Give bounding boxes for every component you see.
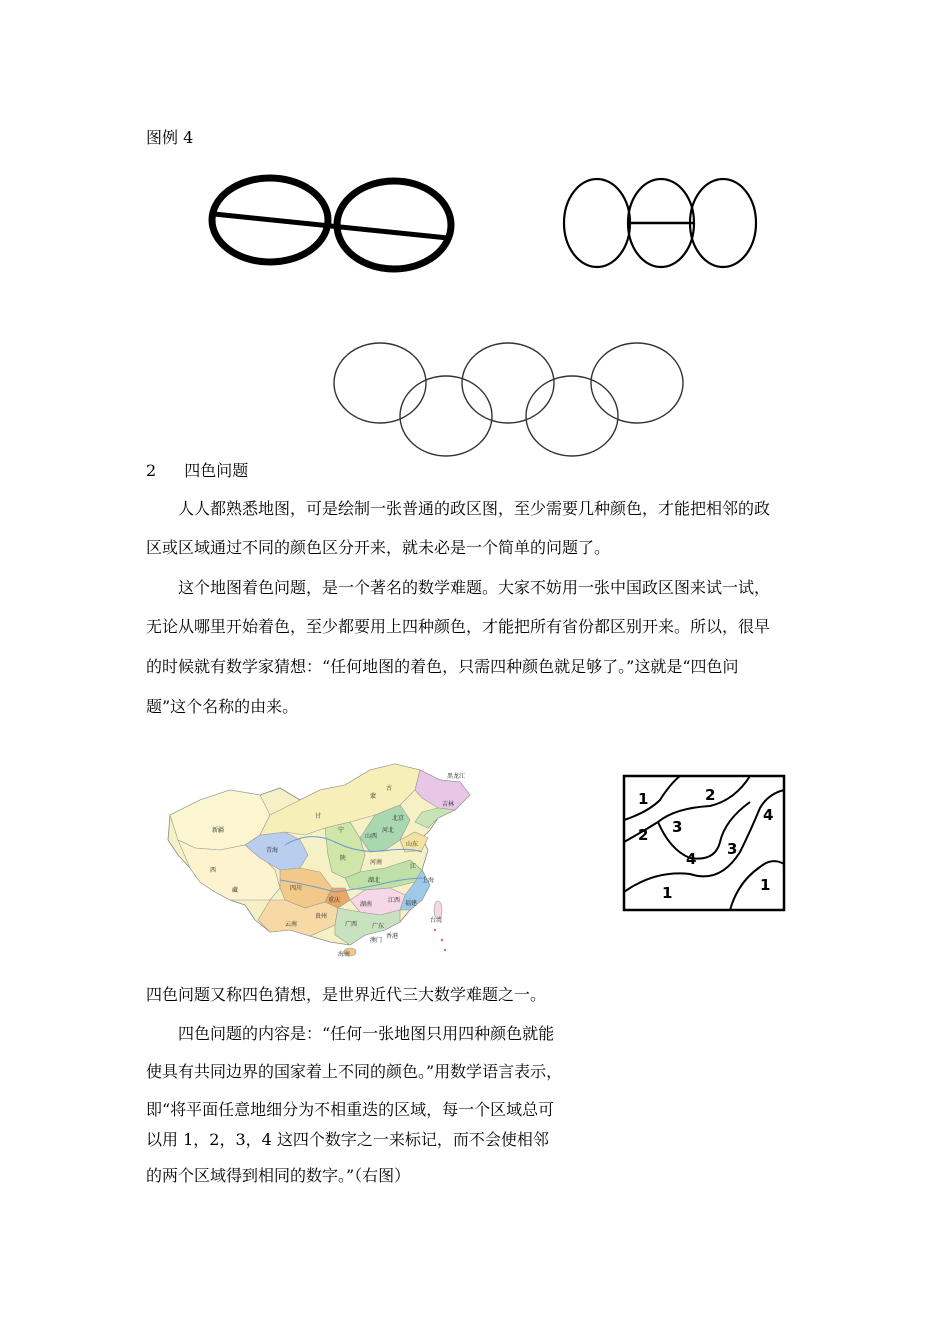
thick-double-ellipse-figure xyxy=(205,170,465,275)
section-title: 四色问题 xyxy=(184,461,249,480)
section-heading xyxy=(146,461,248,481)
region-number: 4 xyxy=(686,850,697,868)
label-hainan: 海南 xyxy=(338,951,351,958)
paragraph4-line2: 使具有共同边界的国家着上不同的颜色。”用数学语言表示， xyxy=(146,1062,563,1081)
paragraph2-line3: 的时候就有数学家猜想：“任何地图的着色，只需四种颜色就足够了。”这就是“四色问 xyxy=(146,657,739,676)
label-gu: 古 xyxy=(386,785,393,792)
label-xianggang: 香港 xyxy=(386,933,399,940)
label-zang: 藏 xyxy=(232,887,239,894)
paragraph1-line1: 人人都熟悉地图，可是绘制一张普通的政区图，至少需要几种颜色，才能把相邻的政 xyxy=(178,499,771,518)
label-gansu: 甘 xyxy=(315,813,322,820)
label-guangxi: 广西 xyxy=(345,921,358,928)
label-sichuan: 四川 xyxy=(290,885,303,892)
region-number: 3 xyxy=(672,818,683,836)
label-henan: 河南 xyxy=(370,859,383,866)
label-xinjiang: 新疆 xyxy=(212,827,225,834)
region-number: 1 xyxy=(662,884,673,902)
region-number: 2 xyxy=(638,826,649,844)
label-meng: 蒙 xyxy=(370,793,377,800)
label-shanxi: 山西 xyxy=(365,833,378,840)
label-jiang: 江 xyxy=(410,863,417,870)
label-hubei: 湖北 xyxy=(368,877,381,884)
four-color-region-map xyxy=(620,772,790,917)
paragraph4-line1: 四色问题的内容是：“任何一张地图只用四种颜色就能 xyxy=(178,1024,555,1043)
paragraph2-line4: 题”这个名称的由来。 xyxy=(146,697,299,716)
paragraph4-line5: 的两个区域得到相同的数字。”（右图） xyxy=(146,1166,411,1185)
label-jiangxi: 江西 xyxy=(388,897,401,904)
label-yunnan: 云南 xyxy=(285,921,298,928)
ring-2 xyxy=(400,376,492,456)
section-number: 2 xyxy=(146,461,157,480)
region-number: 3 xyxy=(727,840,738,858)
label-xi: 西 xyxy=(210,867,217,874)
label-ningxia: 宁 xyxy=(338,827,345,834)
label-taiwan: 台湾 xyxy=(430,917,443,924)
label-chongqing: 重庆 xyxy=(328,897,341,904)
ring-4 xyxy=(526,376,618,456)
paragraph4-line4: 以用 1，2，3，4 这四个数字之一来标记，而不会使相邻 xyxy=(146,1130,549,1149)
paragraph2-line2: 无论从哪里开始着色，至少都要用上四种颜色，才能把所有省份都区别开来。所以，很早 xyxy=(146,617,771,636)
ring-3 xyxy=(462,343,554,423)
paragraph2-line1: 这个地图着色问题，是一个著名的数学难题。大家不妨用一张中国政区图来试一试， xyxy=(178,578,771,597)
figure-label: 图例 4 xyxy=(146,128,194,147)
thin-ellipse-3 xyxy=(690,179,756,267)
label-guizhou: 贵州 xyxy=(315,913,328,920)
label-fujian: 福建 xyxy=(405,900,418,907)
label-hebei: 河北 xyxy=(382,827,395,834)
china-political-map xyxy=(160,760,480,960)
ring-5 xyxy=(591,343,683,423)
label-heilongjiang: 黑龙江 xyxy=(447,773,466,780)
paragraph4-line3: 即“将平面任意地细分为不相重迭的区域，每一个区域总可 xyxy=(146,1100,555,1119)
region-number: 4 xyxy=(763,806,774,824)
paragraph3-line1: 四色问题又称四色猜想，是世界近代三大数学难题之一。 xyxy=(146,985,547,1004)
label-jilin: 吉林 xyxy=(442,801,455,808)
five-rings-figure xyxy=(330,340,690,460)
label-aomen: 澳门 xyxy=(370,937,383,944)
thin-ellipse-1 xyxy=(564,179,630,267)
region-number: 1 xyxy=(638,790,649,808)
label-shanghai: 上海 xyxy=(422,877,435,884)
paragraph1-line2: 区或区域通过不同的颜色区分开来，就未必是一个简单的问题了。 xyxy=(146,538,611,557)
label-shandong: 山东 xyxy=(406,841,419,848)
ring-1 xyxy=(334,343,426,423)
label-shaan: 陕 xyxy=(340,855,347,862)
label-beijing: 北京 xyxy=(392,815,405,822)
label-guangdong: 广东 xyxy=(372,923,385,930)
label-hunan: 湖南 xyxy=(360,901,373,908)
thick-ellipse-right xyxy=(337,181,451,269)
region-number: 2 xyxy=(705,786,716,804)
triple-ellipse-figure xyxy=(560,175,760,275)
region-number: 1 xyxy=(760,876,771,894)
label-qinghai: 青海 xyxy=(266,847,279,854)
